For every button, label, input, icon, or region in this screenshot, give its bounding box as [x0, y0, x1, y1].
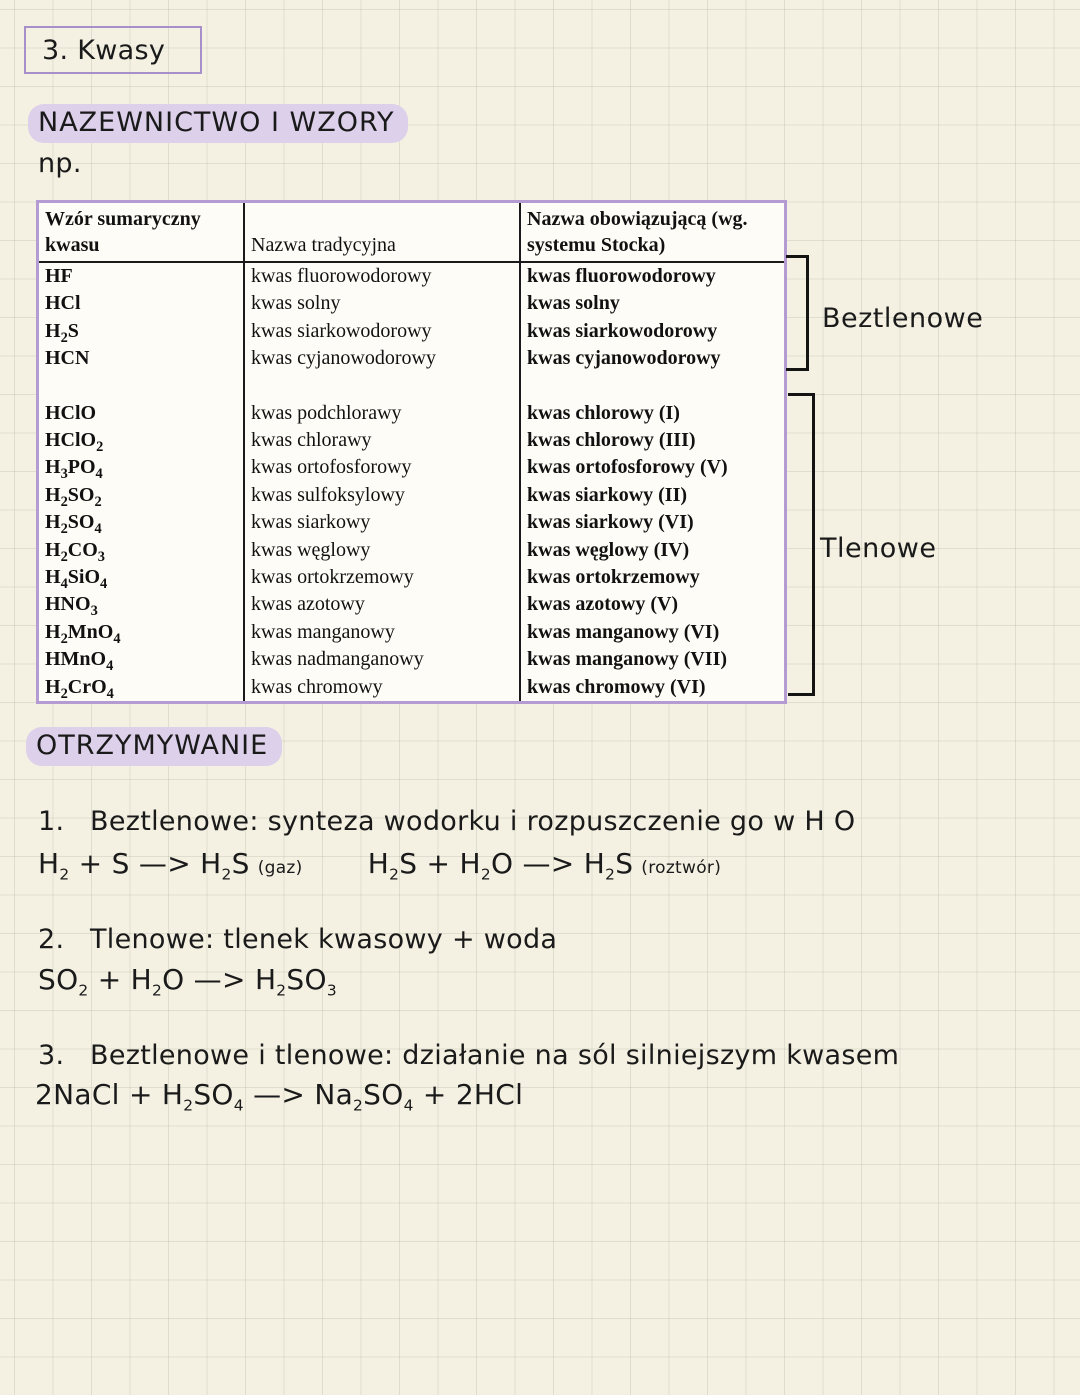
traditional-name-cell: kwas ortofosforowy: [244, 454, 520, 481]
section-heading-obtaining: OTRZYMYWANIE: [26, 727, 282, 766]
acid-row: [38, 537, 786, 564]
page-title: 3. Kwasy: [42, 34, 166, 66]
stock-name-cell: kwas siarkowy (VI): [520, 509, 786, 536]
stock-name-cell: kwas manganowy (VII): [520, 646, 786, 673]
formula-cell: HCl: [45, 292, 81, 315]
formula-cell: HF: [45, 265, 73, 287]
stock-name-cell: kwas chlorowy (I): [520, 400, 786, 427]
equation-line-3: [35, 1078, 524, 1115]
traditional-name-cell: kwas ortokrzemowy: [244, 564, 520, 591]
beztlenowe-label: Beztlenowe: [822, 303, 984, 334]
traditional-name-cell: kwas podchlorawy: [244, 400, 520, 427]
traditional-name-cell: kwas azotowy: [244, 591, 520, 618]
formula-cell: $HNO_3$: [45, 593, 98, 619]
stock-name-cell: kwas ortofosforowy (V): [520, 454, 786, 481]
section-heading-naming: NAZEWNICTWO I WZORY: [28, 104, 408, 143]
method-text: Beztlenowe i tlenowe: działanie na sól silniejszym kwasem: [90, 1040, 900, 1071]
stock-name-cell: kwas chlorowy (III): [520, 427, 786, 454]
equation-formula: 2NaCl + $H_2SO_4$ —> $Na_2SO_4 + 2HCl$: [35, 1078, 524, 1115]
tlenowe-label: Tlenowe: [820, 533, 937, 564]
acid-row: [38, 262, 786, 290]
acid-row: [38, 400, 786, 427]
tlenowe-bracket: [788, 393, 815, 696]
col-header-stock: Nazwa obowiązującą (wg. systemu Stocka): [520, 202, 786, 263]
formula-cell: $H_2MnO_4$: [45, 620, 121, 647]
acid-row: [38, 427, 786, 454]
stock-name-cell: kwas cyjanowodorowy: [520, 345, 786, 372]
acid-row: [38, 482, 786, 509]
acid-row: [38, 345, 786, 372]
col-header-traditional: Nazwa tradycyjna: [244, 202, 520, 263]
acid-row: [38, 290, 786, 317]
traditional-name-cell: kwas chromowy: [244, 674, 520, 703]
acid-row: [38, 674, 786, 703]
method-text: Beztlenowe: synteza wodorku i rozpuszczenie go w H O: [90, 806, 856, 837]
formula-cell: $H_2CO_3$: [45, 538, 105, 565]
acid-row: [38, 509, 786, 536]
formula-cell: HClO$_2$: [45, 429, 104, 455]
spacer-row: [38, 373, 786, 400]
traditional-name-cell: kwas manganowy: [244, 619, 520, 646]
traditional-name-cell: kwas siarkowy: [244, 509, 520, 536]
equation-note: (roztwór): [641, 858, 722, 878]
traditional-name-cell: kwas fluorowodorowy: [244, 262, 520, 290]
formula-cell: $H_2S$: [45, 319, 79, 346]
stock-name-cell: kwas solny: [520, 290, 786, 317]
stock-name-cell: kwas ortokrzemowy: [520, 564, 786, 591]
traditional-name-cell: kwas solny: [244, 290, 520, 317]
title-box: [24, 26, 202, 74]
acid-row: [38, 646, 786, 673]
equation-formula: $SO_2 + H_2O$ —> $H_2SO_3$: [38, 963, 337, 1000]
equation-line-2: [38, 963, 337, 1000]
equation-line-1: [38, 847, 722, 884]
stock-name-cell: kwas węglowy (IV): [520, 537, 786, 564]
stock-name-cell: kwas chromowy (VI): [520, 674, 786, 703]
stock-name-cell: kwas fluorowodorowy: [520, 262, 786, 290]
traditional-name-cell: kwas siarkowodorowy: [244, 318, 520, 345]
formula-cell: $H_4SiO_4$: [45, 566, 108, 592]
equation-formula: $H_2S + H_2O$ —> $H_2S$: [367, 847, 634, 884]
acid-row: [38, 454, 786, 481]
traditional-name-cell: kwas cyjanowodorowy: [244, 345, 520, 372]
formula-cell: $H_2SO_4$: [45, 511, 102, 537]
formula-cell: HCN: [45, 347, 90, 370]
traditional-name-cell: kwas chlorawy: [244, 427, 520, 454]
equation-formula: $H_2 + S$ —> $H_2S$: [38, 847, 250, 884]
acid-table-body: [38, 262, 786, 703]
acid-table: [36, 200, 787, 704]
example-label: np.: [38, 148, 82, 179]
formula-cell: HMnO$_4$: [45, 648, 114, 674]
acid-row: [38, 564, 786, 591]
method-text: Tlenowe: tlenek kwasowy + woda: [90, 924, 558, 955]
stock-name-cell: kwas siarkowodorowy: [520, 318, 786, 345]
method-item-3: [38, 1040, 899, 1071]
formula-cell: $H_3PO_4$: [45, 456, 103, 482]
method-item-2: [38, 924, 557, 955]
table-header-row: [38, 202, 786, 263]
formula-cell: $H_2SO_2$: [45, 483, 102, 510]
method-number: 1.: [38, 806, 65, 837]
acid-row: [38, 591, 786, 618]
equation-note: (gaz): [257, 858, 303, 878]
traditional-name-cell: kwas nadmanganowy: [244, 646, 520, 673]
acid-row: [38, 619, 786, 646]
acid-row: [38, 318, 786, 345]
formula-cell: HClO: [45, 401, 97, 424]
stock-name-cell: kwas azotowy (V): [520, 591, 786, 618]
stock-name-cell: kwas siarkowy (II): [520, 482, 786, 509]
method-item-1: [38, 806, 855, 837]
formula-cell: $H_2CrO_4$: [45, 675, 114, 702]
stock-name-cell: kwas manganowy (VI): [520, 619, 786, 646]
method-number: 3.: [38, 1040, 65, 1071]
traditional-name-cell: kwas węglowy: [244, 537, 520, 564]
col-header-formula: Wzór sumaryczny kwasu: [38, 202, 245, 263]
beztlenowe-bracket: [786, 255, 809, 371]
method-number: 2.: [38, 924, 65, 955]
traditional-name-cell: kwas sulfoksylowy: [244, 482, 520, 509]
